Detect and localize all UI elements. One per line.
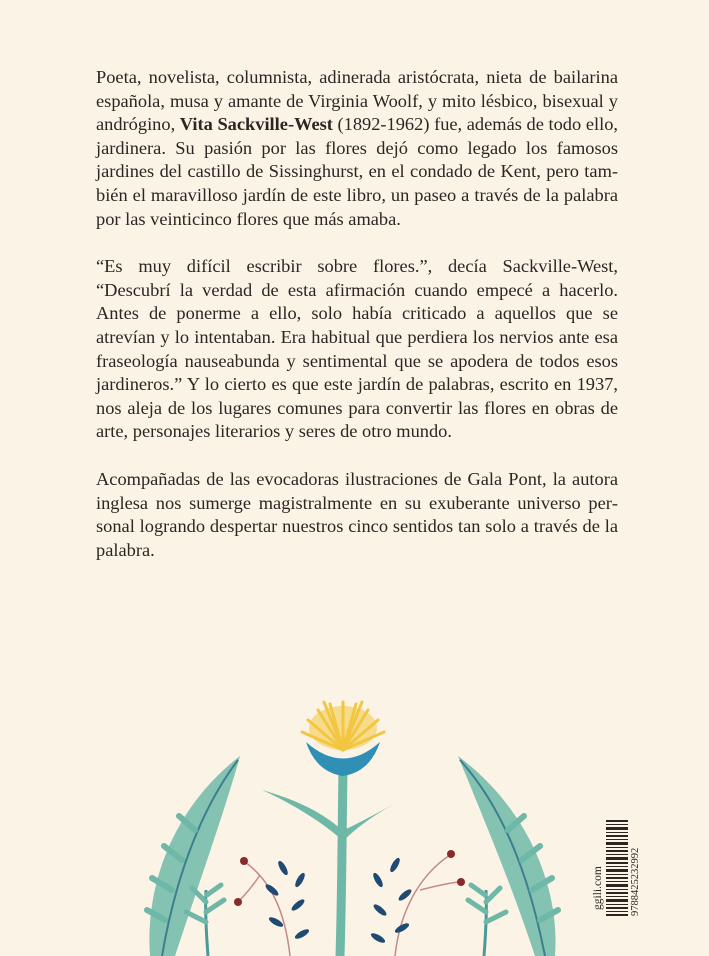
paragraph-intro-start: Poeta, novelista, columnista, adinerada aristócrata, nieta de bailarina española, musa y amante de Virginia Woolf, y mito lésbico, bisexual y andrógino, <box>96 67 618 135</box>
right-small-sprout <box>468 885 506 956</box>
back-cover-text <box>96 66 618 586</box>
paragraph-illustrations: Acompañadas de las evocadoras ilustraciones de Gala Pont, la autora inglesa nos sumerge magistralmente en su exuberante universo personal logrando despertar nuestros cinco sentidos tan solo a través de la palabra. <box>96 468 618 560</box>
left-large-leaf <box>147 756 240 956</box>
paragraph-intro-end: (1892-1962) fue, además de todo ello, jardinera. Su pasión por las flores dejó como legado los famosos jardines del castillo de Sissinghurst, en el condado de Kent, pero también el maravilloso jardín de este libro, un paseo a través de la palabra por las veinticinco flores que más amaba. <box>96 114 618 229</box>
right-flowering-branch <box>370 850 465 956</box>
publisher-url: ggili.com <box>592 866 604 910</box>
barcode-icon <box>606 820 628 916</box>
isbn-number: 9788425232992 <box>630 847 641 916</box>
paragraph-quote: “Es muy difícil escribir sobre flores.”, decía Sackville-West, “Descubrí la verdad de esta afirmación cuando empecé a hacerlo. Antes de ponerme a ello, solo había criticado a aquellos que se atrevían y lo intentaban. Era habitual que perdiera los nervios ante esa fraseología nauseabunda y sentimental que se apodera de todos esos jardineros.” Y lo cierto es que este jardín de palabras, escrito en 1937, nos aleja de los lugares comunes para convertir las flores en obras de arte, personajes literarios y seres de otro mundo. <box>96 256 618 442</box>
central-flower <box>262 702 420 956</box>
left-flowering-branch <box>234 857 310 956</box>
paragraph-intro <box>96 66 618 231</box>
right-large-leaf <box>458 756 558 956</box>
author-name: Vita Sackville-West <box>179 114 333 135</box>
barcode-area <box>590 818 641 918</box>
